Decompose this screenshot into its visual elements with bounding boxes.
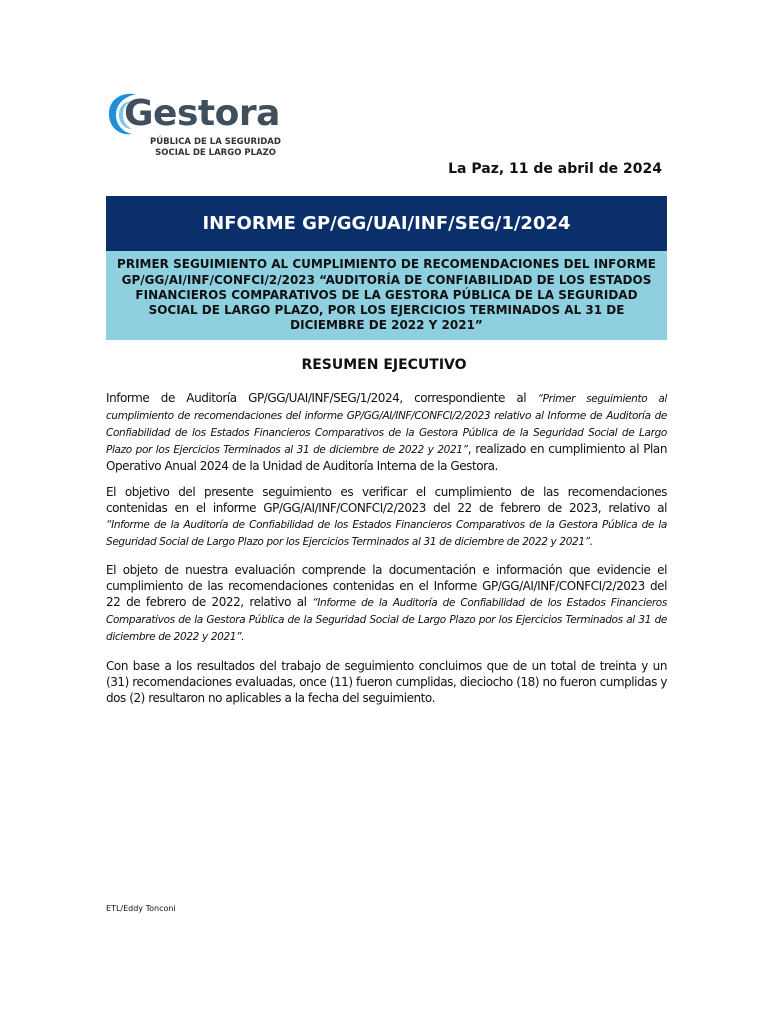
logo-wordmark: Gestora [124, 93, 280, 134]
paragraph-2 [106, 484, 667, 550]
logo-subtitle [150, 137, 281, 158]
report-title: INFORME GP/GG/UAI/INF/SEG/1/2024 [106, 196, 667, 251]
paragraph-2-text: El objetivo del presente seguimiento es verificar el cumplimiento de las recomendaciones contenidas en el informe GP/GG/AI/INF/CONFCI/2/2023 del 22 de febrero de 2023, relativo al [106, 485, 667, 515]
paragraph-4 [106, 658, 667, 706]
paragraph-1-text: Informe de Auditoría GP/GG/UAI/INF/SEG/1/2024, correspondiente al [106, 391, 538, 405]
paragraph-1-tail: , realizado en cumplimiento al Plan Operativo Anual 2024 de la Unidad de Auditoría Interna de la Gestora. [106, 442, 667, 473]
paragraph-3-quote: “Informe de la Auditoría de Confiabilidad de los Estados Financieros Comparativos de la Gestora Pública de la Seguridad Social de Largo Plazo por los Ejercicios Terminados al 31 de diciembre de 2022 y 2021”. [106, 597, 667, 643]
logo-subtitle-line1: PÚBLICA DE LA SEGURIDAD [150, 137, 281, 147]
paragraph-3 [106, 562, 667, 645]
section-title: RESUMEN EJECUTIVO [301, 357, 467, 373]
logo-subtitle-line2: SOCIAL DE LARGO PLAZO [155, 147, 276, 158]
paragraph-2-quote: “Informe de la Auditoría de Confiabilidad de los Estados Financieros Comparativos de la Gestora Pública de la Seguridad Social de Largo Plazo por los Ejercicios Terminados al 31 de diciembre de 2022 y 2021”. [106, 519, 667, 548]
paragraph-3-text: El objeto de nuestra evaluación comprende la documentación e información que evidencie el cumplimiento de las recomendaciones contenidas en el Informe GP/GG/AI/INF/CONFCI/2/2023 del 22 de febrero de 2022, relativo al [106, 563, 667, 609]
footer-initials: ETL/Eddy Tonconi [106, 904, 176, 913]
document-date: La Paz, 11 de abril de 2024 [448, 161, 662, 177]
gestora-logo [106, 88, 281, 163]
paragraph-4-text: Con base a los resultados del trabajo de seguimiento concluimos que de un total de treinta y un (31) recomendaciones evaluadas, once (11) fueron cumplidas, dieciocho (18) no fueron cumplidas y dos (2) resultaron no aplicables a la fecha del seguimiento. [106, 659, 667, 705]
paragraph-1-quote: “Primer seguimiento al cumplimiento de recomendaciones del informe GP/GG/AI/INF/CONFCI/2/2023 relativo al Informe de Auditoría de Confiabilidad de los Estados Financieros Comparativos de la Gestora Pública de la Seguridad Social de Largo Plazo por los Ejercicios Terminados al 31 de diciembre de 2022 y 2021” [106, 393, 667, 456]
paragraph-1 [106, 390, 667, 474]
report-subtitle: PRIMER SEGUIMIENTO AL CUMPLIMIENTO DE RECOMENDACIONES DEL INFORME GP/GG/AI/INF/CONFCI/2/2023 “AUDITORÍA DE CONFIABILIDAD DE LOS ESTADOS FINANCIEROS COMPARATIVOS DE LA GESTORA PÚBLICA DE LA SEGURIDAD SOCIAL DE LARGO PLAZO, POR LOS EJERCICIOS TERMINADOS AL 31 DE DICIEMBRE DE 2022 Y 2021” [106, 251, 667, 340]
